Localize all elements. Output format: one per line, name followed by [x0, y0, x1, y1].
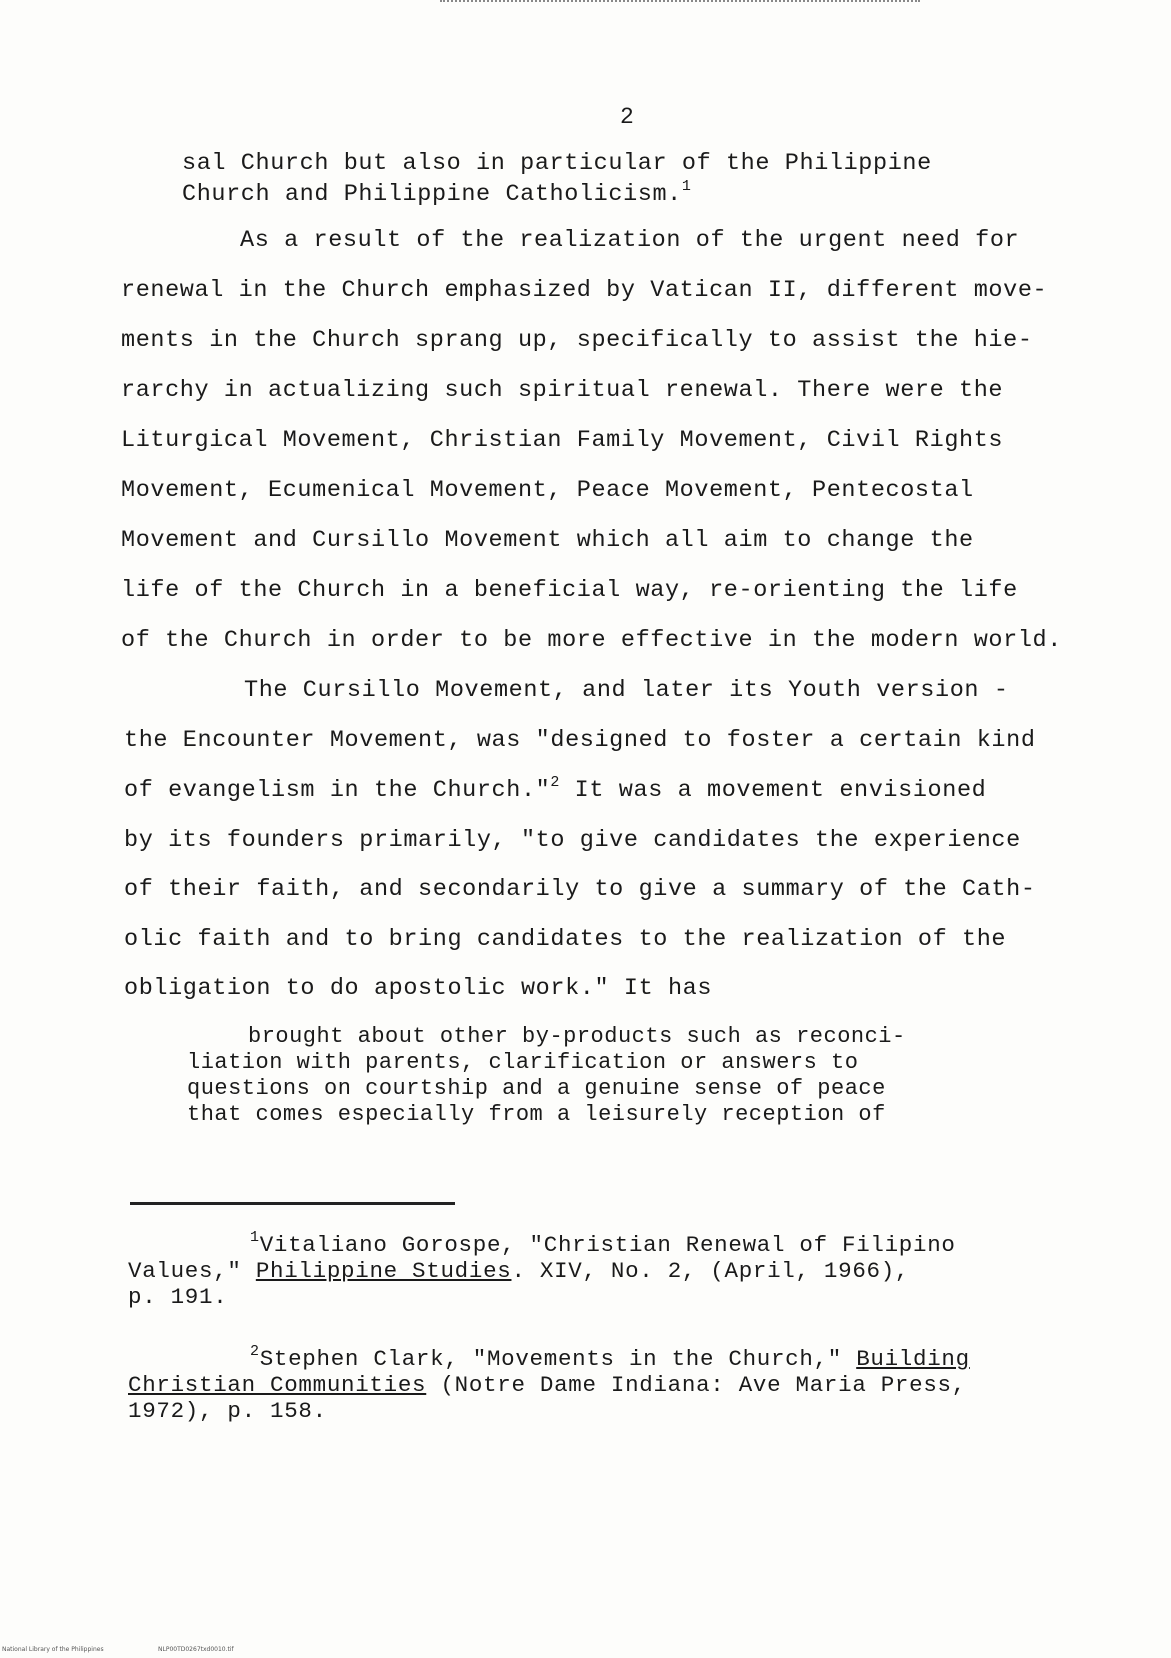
- citation-title: Philippine Studies: [255, 1258, 512, 1284]
- body-line: the Encounter Movement, was "designed to foster a certain kind: [124, 727, 1036, 754]
- body-line: by its founders primarily, "to give candidates the experience: [124, 827, 1021, 854]
- footnote-2-line: Christian Communities (Notre Dame Indiana: Ave Maria Press,: [128, 1372, 966, 1398]
- footnote-ref: 1: [681, 178, 692, 195]
- body-line: Movement and Cursillo Movement which all aim to change the: [121, 527, 974, 554]
- scan-footer-id: NLP00TD0267txd0010.tif: [158, 1646, 234, 1653]
- footnote-divider: [130, 1202, 455, 1205]
- footnote-2-line: 1972), p. 158.: [128, 1398, 327, 1424]
- footnote-marker: 1: [250, 1229, 260, 1246]
- block-quote-line: liation with parents, clarification or answers to: [187, 1050, 859, 1075]
- body-line: rarchy in actualizing such spiritual renewal. There were the: [121, 377, 1004, 404]
- footnote-1-line: p. 191.: [128, 1284, 228, 1310]
- footnote-marker: 2: [250, 1343, 260, 1360]
- block-quote-line: questions on courtship and a genuine sense of peace: [187, 1076, 886, 1101]
- block-quote-line: that comes especially from a leisurely reception of: [187, 1102, 886, 1127]
- scan-top-edge: [440, 0, 920, 5]
- footnote-2: $^2$Stephen Clark, "Movements in the Church," Building: [250, 1343, 970, 1372]
- body-line: olic faith and to bring candidates to the realization of the: [124, 926, 1007, 953]
- footnote-1: $^1$Vitaliano Gorospe, "Christian Renewal of Filipino: [250, 1229, 956, 1258]
- citation-title: Christian Communities: [128, 1372, 427, 1398]
- block-quote-line: brought about other by-products such as reconci-: [248, 1024, 906, 1049]
- body-line: ments in the Church sprang up, specifically to assist the hie-: [121, 327, 1033, 354]
- page-number: 2: [620, 104, 634, 130]
- scan-footer-library: National Library of the Philippines: [2, 1646, 104, 1653]
- footnote-ref: 2: [550, 774, 560, 791]
- opening-line: sal Church but also in particular of the Philippine: [182, 150, 932, 177]
- body-line: As a result of the realization of the urgent need for: [240, 227, 1020, 254]
- body-line: renewal in the Church emphasized by Vatican II, different move-: [121, 277, 1048, 304]
- body-line: The Cursillo Movement, and later its Youth version -: [244, 677, 1009, 704]
- citation-title: Building: [856, 1346, 970, 1372]
- footnote-1-line: Values," Philippine Studies. XIV, No. 2, (April, 1966),: [128, 1258, 910, 1284]
- body-line: Movement, Ecumenical Movement, Peace Movement, Pentecostal: [121, 477, 974, 504]
- body-line: life of the Church in a beneficial way, re-orienting the life: [121, 577, 1018, 604]
- body-line: of the Church in order to be more effective in the modern world.: [121, 627, 1062, 654]
- body-line: obligation to do apostolic work." It has: [124, 975, 713, 1002]
- opening-line: Church and Philippine Catholicism.$^1$: [182, 178, 692, 208]
- body-line: Liturgical Movement, Christian Family Movement, Civil Rights: [121, 427, 1004, 454]
- body-line: of their faith, and secondarily to give a summary of the Cath-: [124, 876, 1036, 903]
- body-line: of evangelism in the Church."$^2$ It was a movement envisioned: [124, 774, 987, 804]
